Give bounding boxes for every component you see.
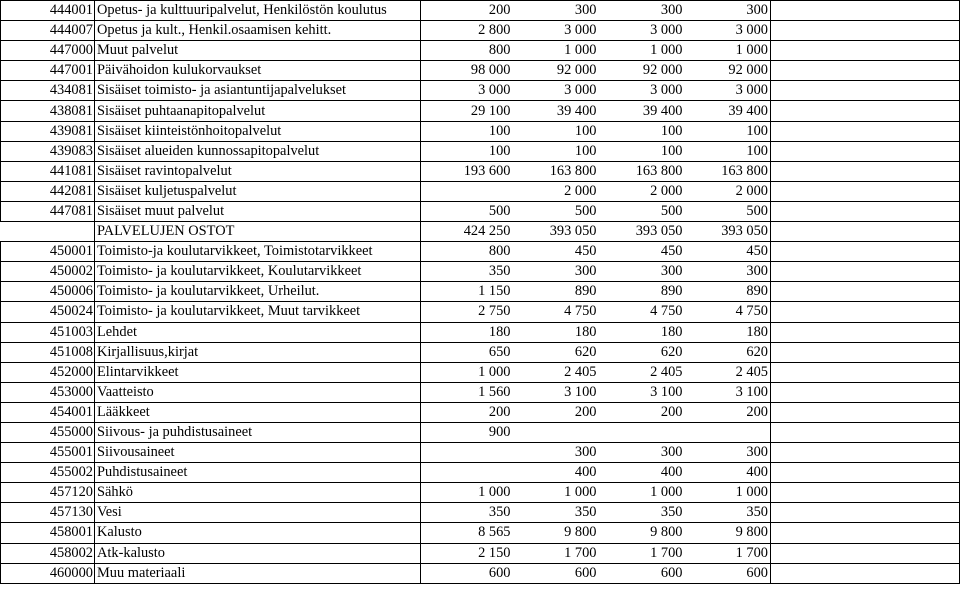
account-name: Vaatteisto <box>95 382 421 402</box>
account-code: 438081 <box>1 101 95 121</box>
empty-cell <box>771 302 960 322</box>
empty-cell <box>771 543 960 563</box>
table-row <box>1 21 960 41</box>
amount-cell: 1 000 <box>421 483 513 503</box>
amount-cell: 1 700 <box>513 543 599 563</box>
amount-cell: 620 <box>685 342 771 362</box>
empty-cell <box>771 242 960 262</box>
account-name: Kalusto <box>95 523 421 543</box>
empty-cell <box>771 342 960 362</box>
amount-cell: 300 <box>513 1 599 21</box>
table-row <box>1 242 960 262</box>
amount-cell: 200 <box>513 402 599 422</box>
amount-cell: 100 <box>685 141 771 161</box>
amount-cell: 350 <box>421 503 513 523</box>
amount-cell: 500 <box>685 201 771 221</box>
empty-cell <box>771 1 960 21</box>
account-name: Opetus- ja kulttuuripalvelut, Henkilöstön koulutus <box>95 1 421 21</box>
amount-cell: 163 800 <box>513 161 599 181</box>
table-row <box>1 302 960 322</box>
table-row <box>1 201 960 221</box>
account-code: 439081 <box>1 121 95 141</box>
account-name: Lehdet <box>95 322 421 342</box>
empty-cell <box>771 161 960 181</box>
amount-cell: 180 <box>599 322 685 342</box>
amount-cell <box>421 181 513 201</box>
account-code: 434081 <box>1 81 95 101</box>
amount-cell: 393 050 <box>599 222 685 242</box>
amount-cell: 350 <box>685 503 771 523</box>
amount-cell: 300 <box>599 262 685 282</box>
amount-cell: 98 000 <box>421 61 513 81</box>
account-code <box>1 222 95 242</box>
amount-cell: 393 050 <box>513 222 599 242</box>
table-row <box>1 362 960 382</box>
amount-cell: 2 405 <box>599 362 685 382</box>
amount-cell: 1 000 <box>421 362 513 382</box>
table-row <box>1 443 960 463</box>
amount-cell: 163 800 <box>599 161 685 181</box>
amount-cell: 600 <box>513 563 599 583</box>
account-name: Sisäiset kuljetuspalvelut <box>95 181 421 201</box>
amount-cell <box>421 463 513 483</box>
amount-cell: 200 <box>599 402 685 422</box>
amount-cell: 2 800 <box>421 21 513 41</box>
amount-cell: 400 <box>599 463 685 483</box>
account-name: Siivous- ja puhdistusaineet <box>95 422 421 442</box>
empty-cell <box>771 463 960 483</box>
account-name: Muu materiaali <box>95 563 421 583</box>
amount-cell: 300 <box>685 1 771 21</box>
amount-cell: 300 <box>599 443 685 463</box>
amount-cell: 3 000 <box>513 21 599 41</box>
empty-cell <box>771 483 960 503</box>
empty-cell <box>771 101 960 121</box>
amount-cell: 39 400 <box>685 101 771 121</box>
amount-cell: 1 000 <box>599 41 685 61</box>
total-row <box>1 222 960 242</box>
amount-cell: 100 <box>513 141 599 161</box>
amount-cell: 1 560 <box>421 382 513 402</box>
empty-cell <box>771 262 960 282</box>
account-code: 450024 <box>1 302 95 322</box>
account-code: 444001 <box>1 1 95 21</box>
amount-cell: 600 <box>685 563 771 583</box>
account-name: Muut palvelut <box>95 41 421 61</box>
amount-cell: 890 <box>599 282 685 302</box>
amount-cell: 180 <box>513 322 599 342</box>
amount-cell: 450 <box>513 242 599 262</box>
amount-cell: 3 000 <box>599 81 685 101</box>
account-name: Toimisto- ja koulutarvikkeet, Urheilut. <box>95 282 421 302</box>
amount-cell: 29 100 <box>421 101 513 121</box>
amount-cell: 100 <box>421 141 513 161</box>
account-name: Puhdistusaineet <box>95 463 421 483</box>
amount-cell: 500 <box>513 201 599 221</box>
amount-cell: 650 <box>421 342 513 362</box>
account-code: 450006 <box>1 282 95 302</box>
empty-cell <box>771 141 960 161</box>
amount-cell: 3 100 <box>513 382 599 402</box>
amount-cell: 1 000 <box>685 41 771 61</box>
amount-cell: 9 800 <box>513 523 599 543</box>
amount-cell: 350 <box>421 262 513 282</box>
amount-cell: 600 <box>599 563 685 583</box>
account-code: 460000 <box>1 563 95 583</box>
account-name: Atk-kalusto <box>95 543 421 563</box>
account-name: Vesi <box>95 503 421 523</box>
amount-cell: 39 400 <box>513 101 599 121</box>
amount-cell: 3 000 <box>685 81 771 101</box>
amount-cell: 163 800 <box>685 161 771 181</box>
amount-cell: 2 405 <box>513 362 599 382</box>
table-row <box>1 543 960 563</box>
amount-cell: 3 000 <box>599 21 685 41</box>
empty-cell <box>771 222 960 242</box>
empty-cell <box>771 402 960 422</box>
table-row <box>1 503 960 523</box>
amount-cell: 9 800 <box>599 523 685 543</box>
amount-cell: 2 000 <box>599 181 685 201</box>
amount-cell: 300 <box>685 262 771 282</box>
table-row <box>1 81 960 101</box>
empty-cell <box>771 81 960 101</box>
amount-cell: 4 750 <box>513 302 599 322</box>
account-code: 450001 <box>1 242 95 262</box>
amount-cell: 424 250 <box>421 222 513 242</box>
empty-cell <box>771 201 960 221</box>
table-row <box>1 483 960 503</box>
account-code: 455001 <box>1 443 95 463</box>
amount-cell: 600 <box>421 563 513 583</box>
account-code: 442081 <box>1 181 95 201</box>
table-row <box>1 402 960 422</box>
table-row <box>1 121 960 141</box>
amount-cell: 9 800 <box>685 523 771 543</box>
account-code: 458002 <box>1 543 95 563</box>
amount-cell <box>685 422 771 442</box>
account-name: Sisäiset ravintopalvelut <box>95 161 421 181</box>
amount-cell: 92 000 <box>685 61 771 81</box>
table-row <box>1 523 960 543</box>
amount-cell: 890 <box>685 282 771 302</box>
amount-cell: 4 750 <box>599 302 685 322</box>
amount-cell: 350 <box>599 503 685 523</box>
account-code: 451003 <box>1 322 95 342</box>
amount-cell: 92 000 <box>599 61 685 81</box>
amount-cell: 620 <box>599 342 685 362</box>
account-code: 454001 <box>1 402 95 422</box>
table-row <box>1 262 960 282</box>
empty-cell <box>771 322 960 342</box>
amount-cell: 1 000 <box>513 41 599 61</box>
amount-cell: 800 <box>421 41 513 61</box>
table-row <box>1 161 960 181</box>
account-name: Toimisto- ja koulutarvikkeet, Koulutarvikkeet <box>95 262 421 282</box>
account-code: 458001 <box>1 523 95 543</box>
total-label: PALVELUJEN OSTOT <box>95 222 421 242</box>
amount-cell: 3 100 <box>599 382 685 402</box>
amount-cell: 2 405 <box>685 362 771 382</box>
empty-cell <box>771 422 960 442</box>
account-code: 444007 <box>1 21 95 41</box>
empty-cell <box>771 523 960 543</box>
amount-cell: 200 <box>421 1 513 21</box>
table-row <box>1 1 960 21</box>
table-row <box>1 463 960 483</box>
table-row <box>1 101 960 121</box>
amount-cell: 200 <box>421 402 513 422</box>
table-row <box>1 141 960 161</box>
amount-cell: 400 <box>513 463 599 483</box>
table-row <box>1 181 960 201</box>
table-row <box>1 342 960 362</box>
account-code: 453000 <box>1 382 95 402</box>
amount-cell: 300 <box>685 443 771 463</box>
empty-cell <box>771 41 960 61</box>
amount-cell: 100 <box>599 141 685 161</box>
amount-cell: 100 <box>599 121 685 141</box>
amount-cell: 450 <box>599 242 685 262</box>
account-name: Päivähoidon kulukorvaukset <box>95 61 421 81</box>
empty-cell <box>771 21 960 41</box>
amount-cell: 1 150 <box>421 282 513 302</box>
table-row <box>1 282 960 302</box>
account-code: 441081 <box>1 161 95 181</box>
amount-cell: 2 000 <box>685 181 771 201</box>
amount-cell: 500 <box>599 201 685 221</box>
amount-cell <box>421 443 513 463</box>
amount-cell: 1 700 <box>685 543 771 563</box>
account-code: 457120 <box>1 483 95 503</box>
amount-cell: 393 050 <box>685 222 771 242</box>
account-name: Sisäiset muut palvelut <box>95 201 421 221</box>
amount-cell: 180 <box>421 322 513 342</box>
account-name: Sisäiset kiinteistönhoitopalvelut <box>95 121 421 141</box>
account-name: Toimisto-ja koulutarvikkeet, Toimistotarvikkeet <box>95 242 421 262</box>
account-code: 455000 <box>1 422 95 442</box>
account-name: Sisäiset alueiden kunnossapitopalvelut <box>95 141 421 161</box>
account-code: 439083 <box>1 141 95 161</box>
amount-cell: 1 000 <box>513 483 599 503</box>
empty-cell <box>771 362 960 382</box>
amount-cell: 8 565 <box>421 523 513 543</box>
account-name: Elintarvikkeet <box>95 362 421 382</box>
account-code: 451008 <box>1 342 95 362</box>
amount-cell <box>513 422 599 442</box>
table-row <box>1 41 960 61</box>
amount-cell: 400 <box>685 463 771 483</box>
amount-cell: 900 <box>421 422 513 442</box>
empty-cell <box>771 563 960 583</box>
amount-cell: 300 <box>599 1 685 21</box>
account-code: 452000 <box>1 362 95 382</box>
empty-cell <box>771 121 960 141</box>
amount-cell: 180 <box>685 322 771 342</box>
empty-cell <box>771 382 960 402</box>
amount-cell: 450 <box>685 242 771 262</box>
amount-cell: 193 600 <box>421 161 513 181</box>
account-code: 450002 <box>1 262 95 282</box>
amount-cell: 3 000 <box>685 21 771 41</box>
account-name: Sisäiset puhtaanapitopalvelut <box>95 101 421 121</box>
amount-cell: 4 750 <box>685 302 771 322</box>
amount-cell: 620 <box>513 342 599 362</box>
account-name: Toimisto- ja koulutarvikkeet, Muut tarvikkeet <box>95 302 421 322</box>
account-code: 455002 <box>1 463 95 483</box>
amount-cell <box>599 422 685 442</box>
empty-cell <box>771 503 960 523</box>
account-name: Lääkkeet <box>95 402 421 422</box>
amount-cell: 2 150 <box>421 543 513 563</box>
amount-cell: 800 <box>421 242 513 262</box>
amount-cell: 300 <box>513 262 599 282</box>
table-row <box>1 322 960 342</box>
account-name: Kirjallisuus,kirjat <box>95 342 421 362</box>
amount-cell: 1 700 <box>599 543 685 563</box>
amount-cell: 1 000 <box>685 483 771 503</box>
table-row <box>1 61 960 81</box>
account-name: Sisäiset toimisto- ja asiantuntijapalvelukset <box>95 81 421 101</box>
amount-cell: 3 100 <box>685 382 771 402</box>
amount-cell: 350 <box>513 503 599 523</box>
empty-cell <box>771 282 960 302</box>
amount-cell: 100 <box>421 121 513 141</box>
account-name: Opetus ja kult., Henkil.osaamisen kehitt. <box>95 21 421 41</box>
empty-cell <box>771 181 960 201</box>
amount-cell: 100 <box>685 121 771 141</box>
amount-cell: 2 750 <box>421 302 513 322</box>
table-row <box>1 382 960 402</box>
account-code: 447001 <box>1 61 95 81</box>
amount-cell: 890 <box>513 282 599 302</box>
amount-cell: 1 000 <box>599 483 685 503</box>
account-name: Siivousaineet <box>95 443 421 463</box>
amount-cell: 100 <box>513 121 599 141</box>
amount-cell: 3 000 <box>421 81 513 101</box>
amount-cell: 300 <box>513 443 599 463</box>
account-code: 457130 <box>1 503 95 523</box>
account-name: Sähkö <box>95 483 421 503</box>
table-row <box>1 563 960 583</box>
empty-cell <box>771 61 960 81</box>
table-body <box>1 1 960 584</box>
amount-cell: 2 000 <box>513 181 599 201</box>
amount-cell: 3 000 <box>513 81 599 101</box>
account-code: 447000 <box>1 41 95 61</box>
empty-cell <box>771 443 960 463</box>
amount-cell: 500 <box>421 201 513 221</box>
amount-cell: 92 000 <box>513 61 599 81</box>
amount-cell: 200 <box>685 402 771 422</box>
account-code: 447081 <box>1 201 95 221</box>
amount-cell: 39 400 <box>599 101 685 121</box>
table-row <box>1 422 960 442</box>
